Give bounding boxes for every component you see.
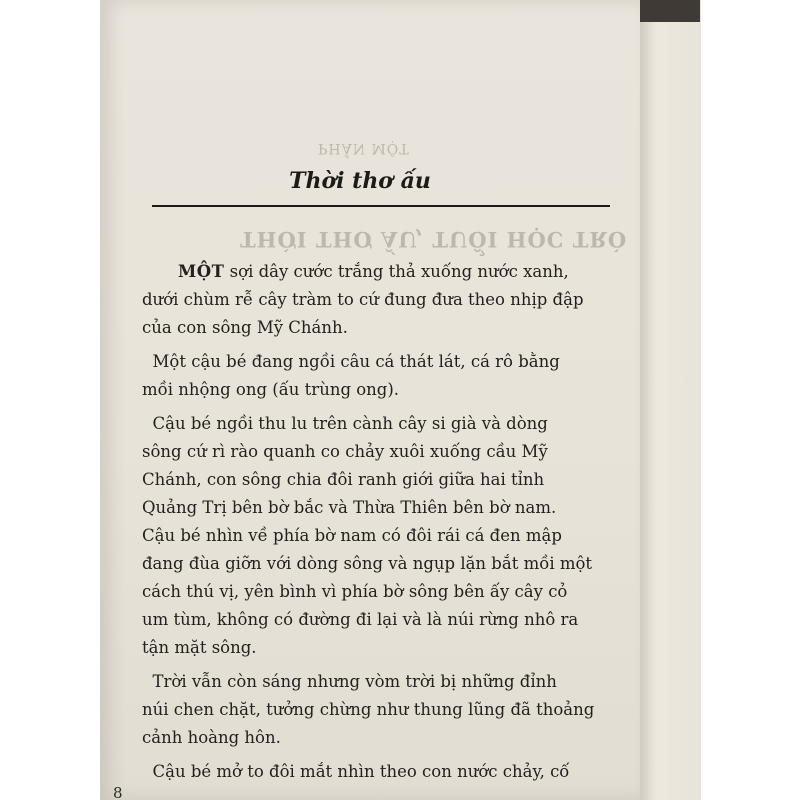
paragraph-5 [142,758,662,786]
show-through-header: PHẦN MỘT [318,140,410,156]
paragraph-line: Cậu bé mở to đôi mắt nhìn theo con nước chảy, cố [152,762,570,781]
paragraph-line: sợi dây cước trắng thả xuống nước xanh, [224,262,569,281]
paragraph-line: dưới chùm rễ cây tràm to cứ đung đưa theo nhịp đập [142,290,584,309]
paragraph-line: Cậu bé ngồi thu lu trên cành cây si già và dòng [152,414,548,433]
paragraph-4 [142,668,662,752]
paragraph-line: cách thú vị, yên bình vì phía bờ sông bên ấy cây cỏ [142,582,568,601]
paragraph-line: Trời vẫn còn sáng nhưng vòm trời bị những đỉnh [152,672,557,691]
paragraph-line: đang đùa giỡn với dòng sông và ngụp lặn bắt mồi một [142,554,593,573]
show-through-heading: THỜI THƠ ẤU, TUỔI HỌC TRÒ [240,227,628,252]
page-number: 8 [113,784,123,800]
chapter-title: Thời thơ ấu [289,168,431,194]
paragraph-lead-word: MỘT [178,262,225,281]
title-rule [152,205,610,207]
paragraph-line: cảnh hoàng hôn. [142,728,281,747]
paragraph-line: núi chen chặt, tưởng chừng như thung lũng đã thoảng [142,700,595,719]
paragraph-line: sông cứ rì rào quanh co chảy xuôi xuống cầu Mỹ [142,442,548,461]
paragraph-line: mồi nhộng ong (ấu trùng ong). [142,380,400,399]
paragraph-line: của con sông Mỹ Chánh. [142,318,348,337]
paragraph-line: Quảng Trị bên bờ bắc và Thừa Thiên bên bờ nam. [142,498,557,517]
paragraph-line: tận mặt sông. [142,638,257,657]
body-text [142,258,662,792]
paragraph-line: Cậu bé nhìn về phía bờ nam có đôi rái cá đen mập [142,526,562,545]
paragraph-3 [142,410,662,662]
paragraph-1 [142,258,662,342]
paragraph-line: um tùm, không có đường đi lại và là núi rừng nhô ra [142,610,579,629]
paragraph-line: Chánh, con sông chia đôi ranh giới giữa hai tỉnh [142,470,545,489]
paragraph-2 [142,348,662,404]
paragraph-line: Một cậu bé đang ngồi câu cá thát lát, cá rô bằng [152,352,560,371]
